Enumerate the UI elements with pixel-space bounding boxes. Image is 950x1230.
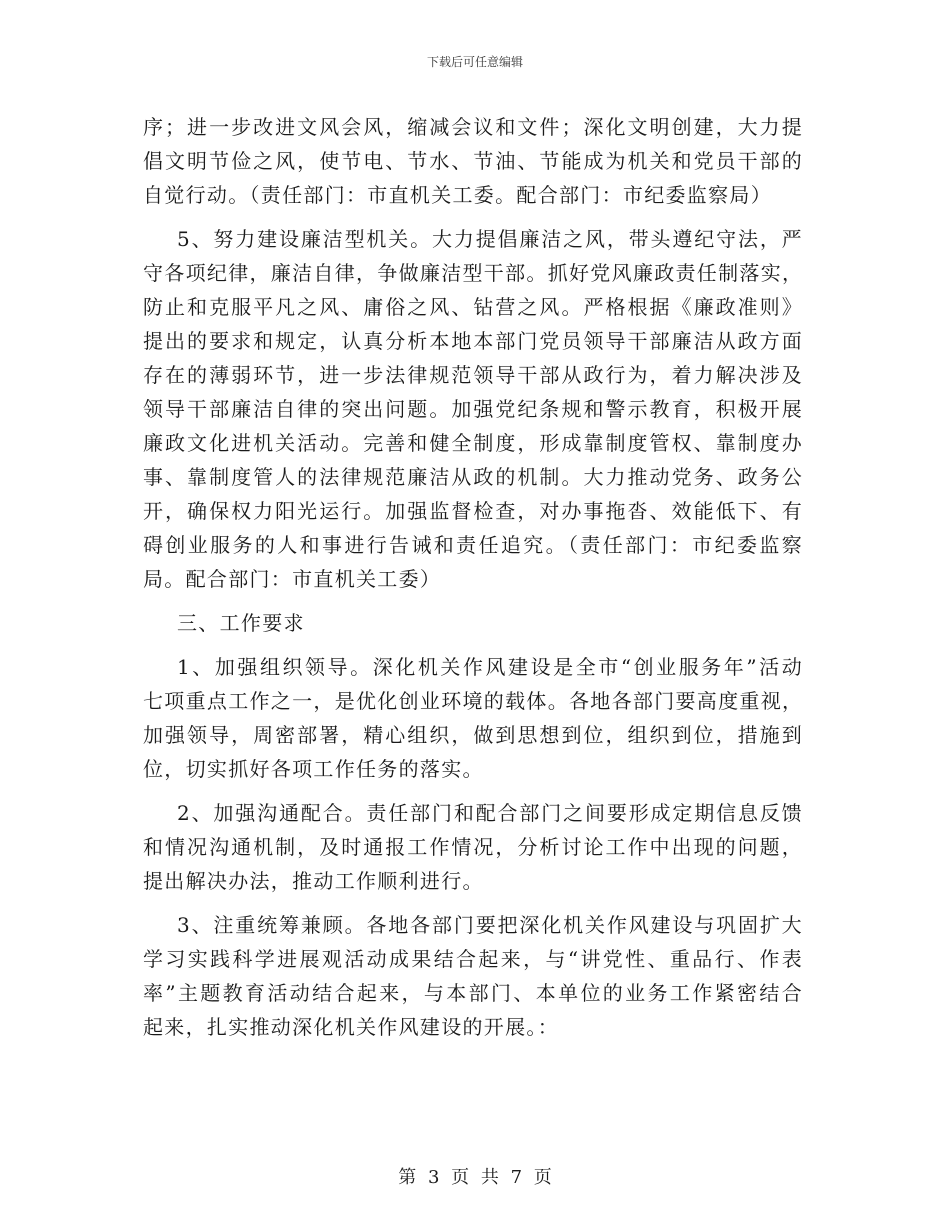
paragraph bbox=[143, 650, 803, 786]
text-line: 开，确保权力阳光运行。加强监督检查，对办事拖沓、效能低下、有 bbox=[143, 499, 803, 523]
paragraph bbox=[143, 110, 803, 212]
section-heading: 三、工作要求 bbox=[177, 611, 305, 635]
text-line: 5、努力建设廉洁型机关。大力提倡廉洁之风，带头遵纪守法，严 bbox=[177, 227, 803, 251]
text-line: 存在的薄弱环节，进一步法律规范领导干部从政行为，着力解决涉及 bbox=[143, 363, 803, 387]
text-line: 倡文明节俭之风，使节电、节水、节油、节能成为机关和党员干部的 bbox=[143, 149, 803, 173]
text-line: 率”主题教育活动结合起来，与本部门、本单位的业务工作紧密结合 bbox=[143, 981, 803, 1005]
text-line: 提出的要求和规定，认真分析本地本部门党员领导干部廉洁从政方面 bbox=[143, 329, 803, 353]
text-line: 1、加强组织领导。深化机关作风建设是全市“创业服务年”活动 bbox=[177, 655, 803, 679]
text-line: 守各项纪律，廉洁自律，争做廉洁型干部。抓好党风廉政责任制落实， bbox=[143, 261, 803, 285]
header-note: 下载后可任意编辑 bbox=[426, 55, 523, 69]
paragraph bbox=[143, 796, 803, 898]
text-line: 2、加强沟通配合。责任部门和配合部门之间要形成定期信息反馈 bbox=[177, 801, 803, 825]
text-line: 学习实践科学进展观活动成果结合起来，与“讲党性、重品行、作表 bbox=[143, 947, 803, 971]
page-number: 第 3 页 共 7 页 bbox=[398, 1167, 552, 1188]
text-line: 碍创业服务的人和事进行告诫和责任追究。（责任部门：市纪委监察 bbox=[143, 533, 803, 557]
text-line: 自觉行动。（责任部门：市直机关工委。配合部门：市纪委监察局） bbox=[143, 183, 772, 207]
text-line: 局。配合部门：市直机关工委） bbox=[143, 567, 442, 591]
text-line: 提出解决办法，推动工作顺利进行。 bbox=[143, 869, 484, 893]
text-line: 事、靠制度管人的法律规范廉洁从政的机制。大力推动党务、政务公 bbox=[143, 465, 803, 489]
text-line: 序；进一步改进文风会风，缩减会议和文件；深化文明创建，大力提 bbox=[143, 115, 803, 139]
text-line: 加强领导，周密部署，精心组织，做到思想到位，组织到位，措施到 bbox=[143, 723, 803, 747]
paragraph bbox=[143, 222, 803, 596]
text-line: 领导干部廉洁自律的突出问题。加强党纪条规和警示教育，积极开展 bbox=[143, 397, 803, 421]
text-line: 七项重点工作之一，是优化创业环境的载体。各地各部门要高度重视， bbox=[143, 689, 803, 713]
text-line: 3、注重统筹兼顾。各地各部门要把深化机关作风建设与巩固扩大 bbox=[177, 913, 803, 937]
document-body bbox=[143, 110, 803, 1044]
paragraph bbox=[143, 908, 803, 1044]
text-line: 位，切实抓好各项工作任务的落实。 bbox=[143, 757, 484, 781]
text-line: 防止和克服平凡之风、庸俗之风、钻营之风。严格根据《廉政准则》 bbox=[143, 295, 803, 319]
text-line: 和情况沟通机制，及时通报工作情况，分析讨论工作中出现的问题， bbox=[143, 835, 803, 859]
text-line: 起来，扎实推动深化机关作风建设的开展。： bbox=[143, 1015, 559, 1039]
text-line: 廉政文化进机关活动。完善和健全制度，形成靠制度管权、靠制度办 bbox=[143, 431, 803, 455]
